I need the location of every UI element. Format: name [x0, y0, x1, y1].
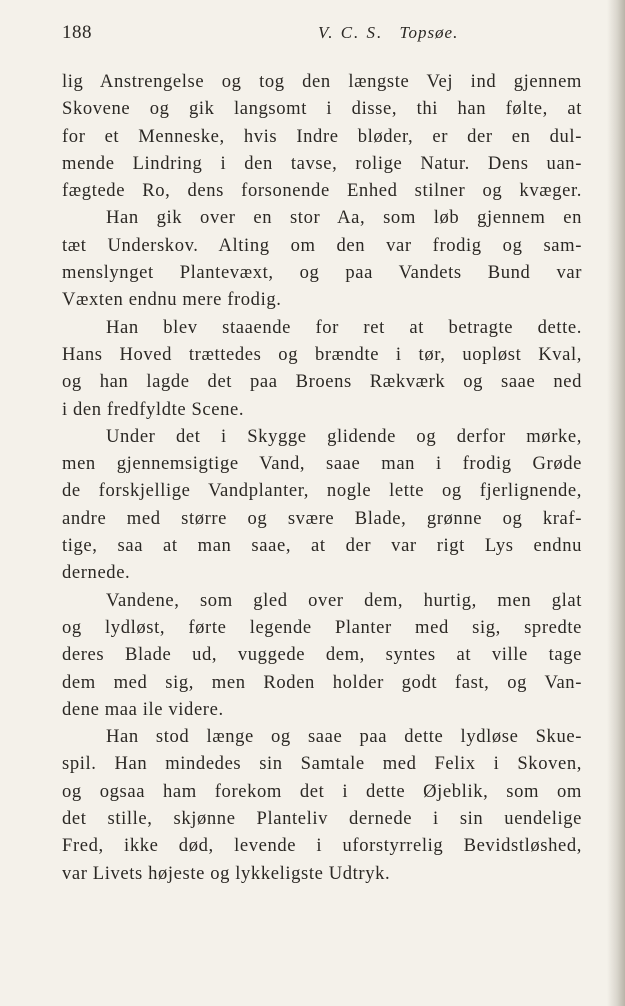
text-line: Hans Hoved trættedes og brændte i tør, uopløst Kval, — [62, 343, 582, 365]
text-line: andre med større og svære Blade, grønne og kraf- — [62, 507, 582, 529]
text-line: deres Blade ud, vuggede dem, syntes at ville tage — [62, 644, 582, 666]
page-number: 188 — [62, 22, 92, 43]
running-head-initials: V. C. S. — [318, 23, 384, 42]
text-line: i den fredfyldte Scene. — [62, 398, 245, 420]
text-line: Fred, ikke død, levende i uforstyrrelig Bevidstløshed, — [62, 835, 582, 857]
text-line: og han lagde det paa Broens Rækværk og saae ned — [62, 371, 582, 393]
text-line: men gjennemsigtige Vand, saae man i frodig Grøde — [62, 453, 582, 475]
text-line: og ogsaa ham forekom det i dette Øjeblik, som om — [62, 780, 582, 802]
text-line: var Livets højeste og lykkeligste Udtryk. — [62, 862, 391, 884]
text-line: og lydløst, førte legende Planter med sig, spredte — [62, 616, 582, 638]
text-line: mende Lindring i den tavse, rolige Natur. Dens uan- — [62, 152, 582, 174]
body-text — [62, 68, 582, 887]
text-line: Væxten endnu mere frodig. — [62, 289, 282, 311]
text-line: dernede. — [62, 562, 131, 584]
text-line: Vandene, som gled over dem, hurtig, men glat — [106, 589, 582, 611]
text-line: fægtede Ro, dens forsonende Enhed stilner og kvæger. — [62, 180, 582, 202]
paragraph — [62, 723, 582, 887]
page-header — [62, 22, 582, 48]
text-line: de forskjellige Vandplanter, nogle lette og fjerlignende, — [62, 480, 582, 502]
paragraph — [62, 314, 582, 423]
text-line: lig Anstrengelse og tog den længste Vej ind gjennem — [62, 71, 582, 92]
text-line: Skovene og gik langsomt i disse, thi han følte, at — [62, 98, 582, 120]
text-line: Han gik over en stor Aa, som løb gjennem en — [106, 207, 582, 229]
text-line: tige, saa at man saae, at der var rigt Lys endnu — [62, 535, 582, 557]
text-line: Han blev staaende for ret at betragte dette. — [106, 316, 582, 338]
text-line: dene maa ile videre. — [62, 698, 224, 720]
page-edge-shadow — [607, 0, 625, 1006]
text-line: menslynget Plantevæxt, og paa Vandets Bund var — [62, 262, 582, 284]
text-line: spil. Han mindedes sin Samtale med Felix i Skoven, — [62, 753, 582, 775]
paragraph — [62, 68, 582, 204]
running-head — [318, 23, 458, 43]
text-line: Han stod længe og saae paa dette lydløse Skue- — [106, 726, 582, 748]
running-head-author: Topsøe. — [399, 23, 459, 42]
paragraph — [62, 587, 582, 723]
text-line: dem med sig, men Roden holder godt fast, og Van- — [62, 671, 582, 693]
text-line: tæt Underskov. Alting om den var frodig og sam- — [62, 234, 582, 256]
paragraph — [62, 204, 582, 313]
text-line: det stille, skjønne Planteliv dernede i sin uendelige — [62, 808, 582, 830]
paragraph — [62, 423, 582, 587]
text-line: for et Menneske, hvis Indre bløder, er der en dul- — [62, 125, 582, 147]
text-line: Under det i Skygge glidende og derfor mørke, — [106, 425, 582, 447]
